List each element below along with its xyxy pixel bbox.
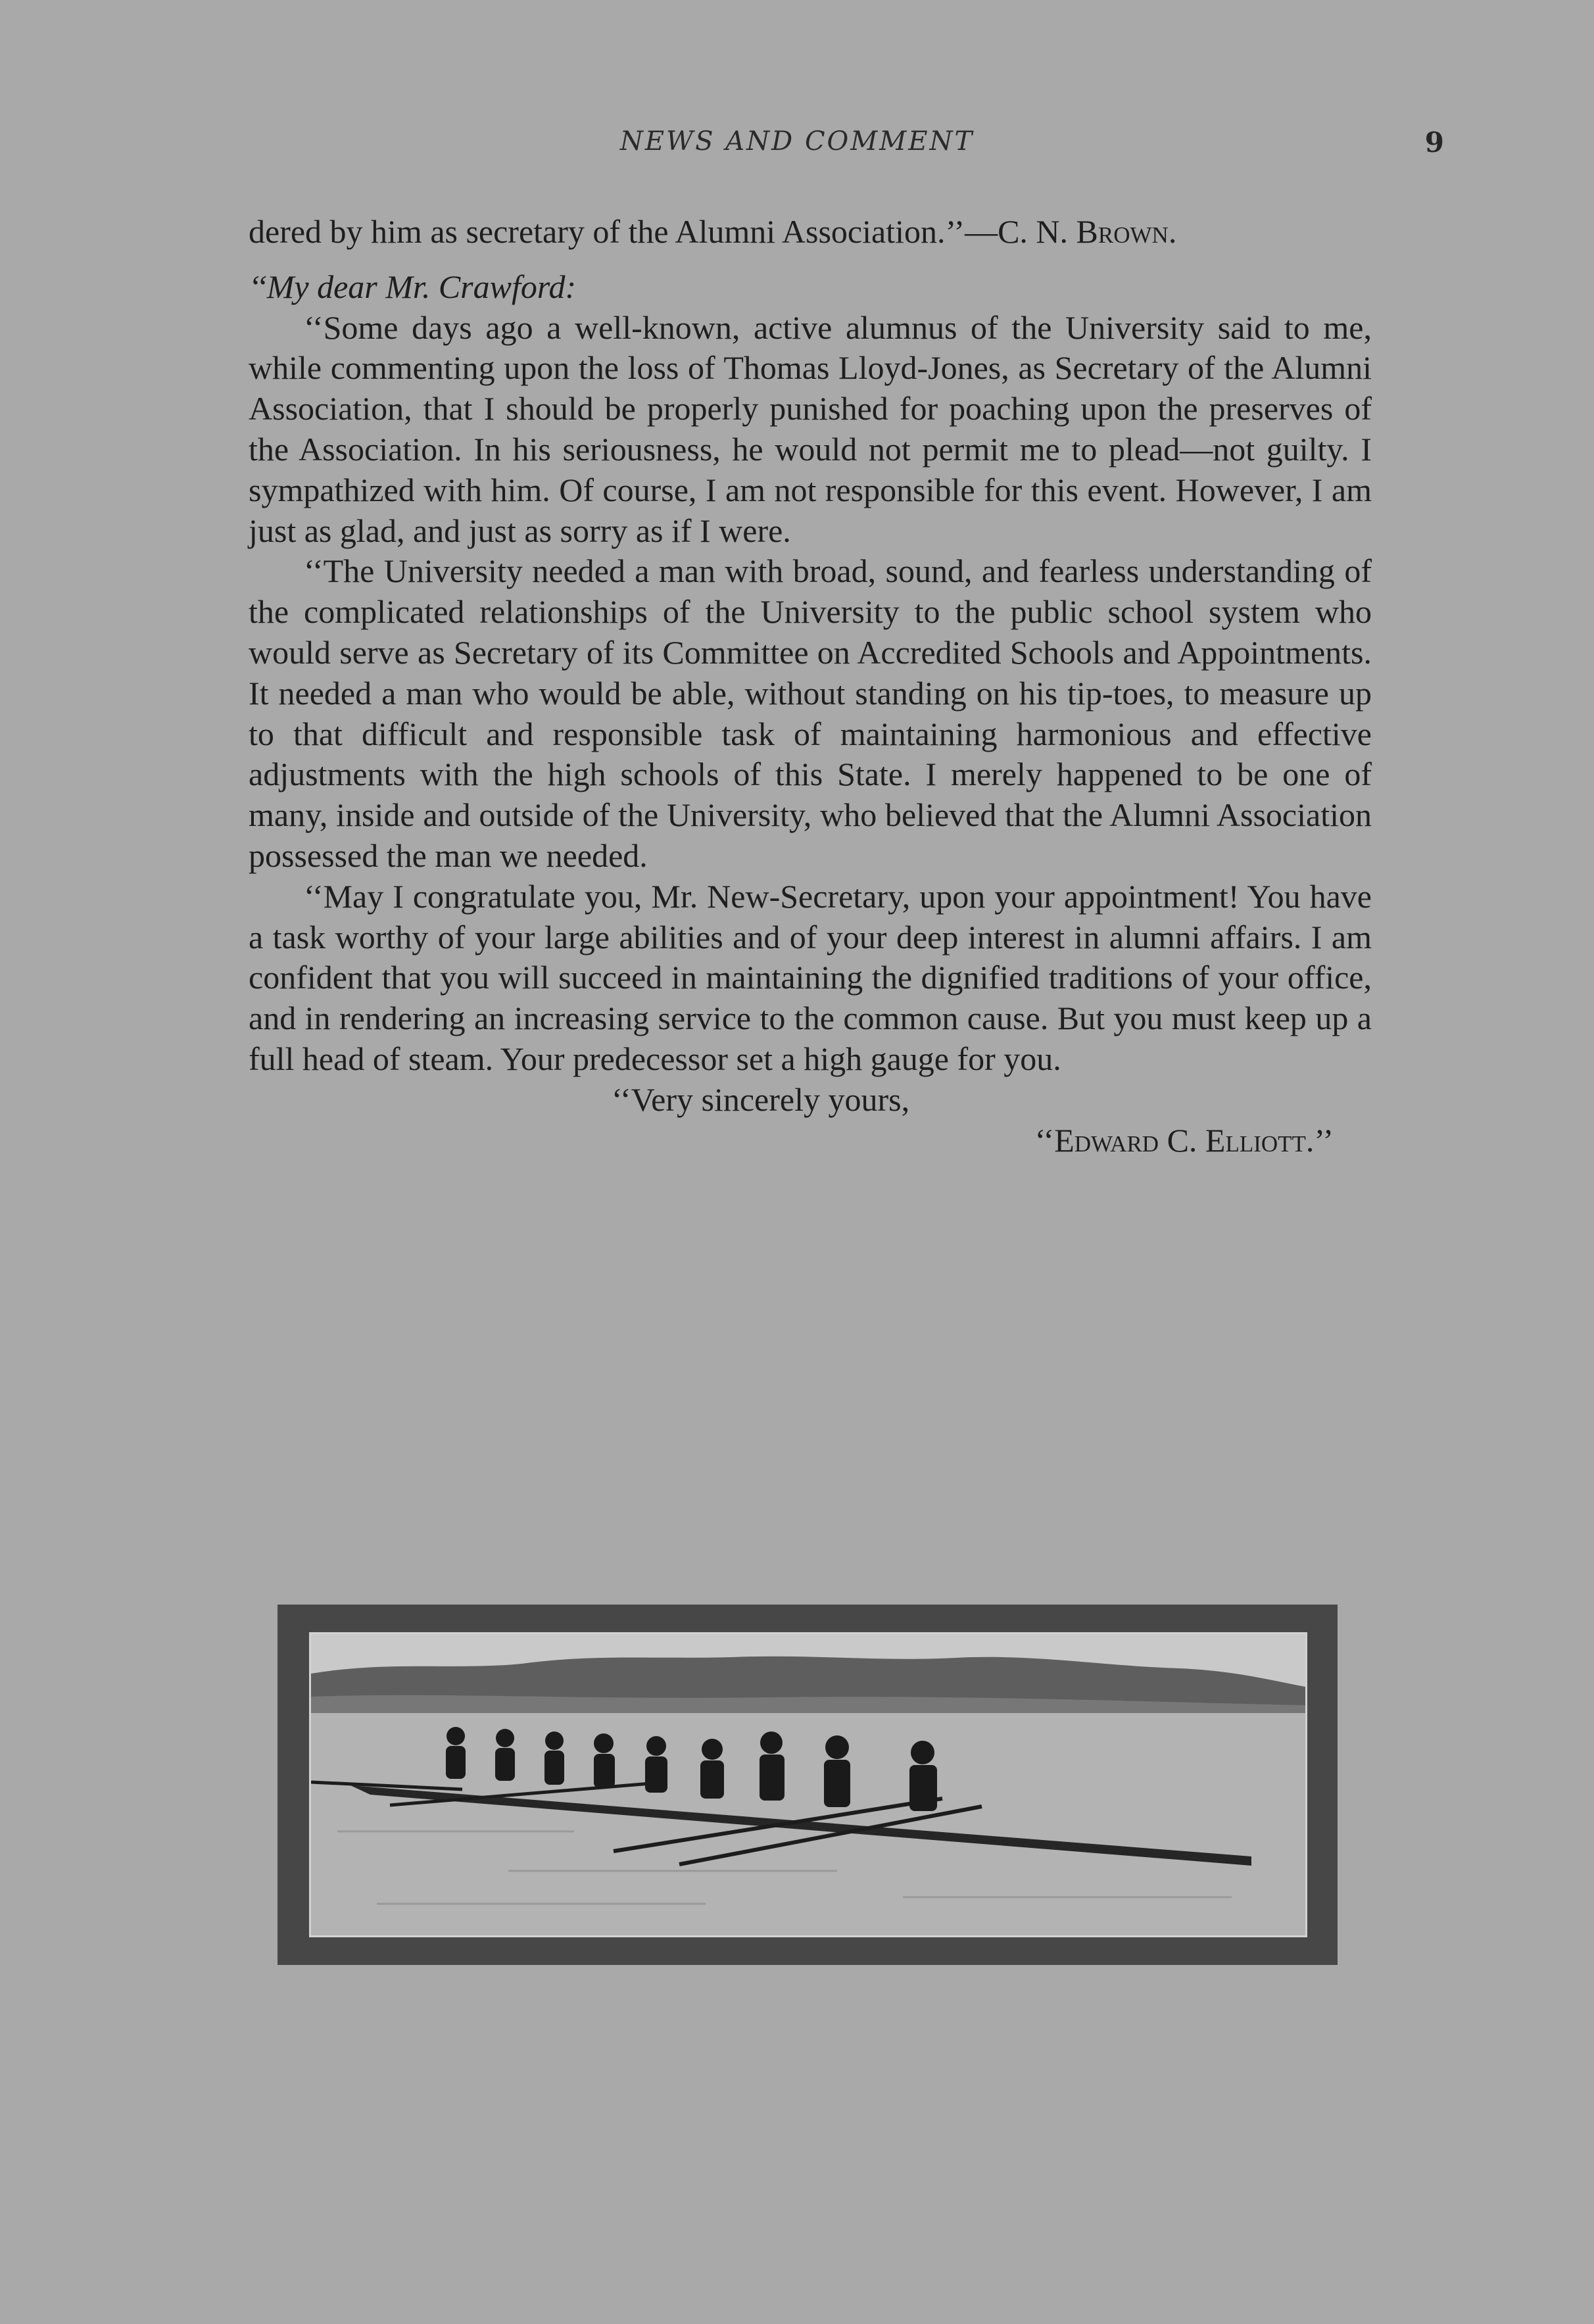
paragraph-continuation-end: . <box>1168 213 1177 250</box>
paragraph-continuation-text: dered by him as secretary of the Alumni Association.’’—C. N. <box>249 213 1076 250</box>
letter-signature: ‘‘Edward C. Elliott.’’ <box>1034 1121 1334 1159</box>
letter-salutation: ‘‘My dear Mr. Crawford: <box>249 268 577 305</box>
rowing-crew-illustration <box>311 1634 1305 1935</box>
rowing-crew-photo <box>309 1632 1307 1937</box>
author-name: Brown <box>1076 213 1169 250</box>
rowing-photo-frame <box>278 1605 1338 1965</box>
page-number: 9 <box>1424 126 1444 158</box>
page-header <box>0 126 1594 166</box>
paragraph-continuation <box>249 212 1372 253</box>
letter-paragraph-2: ‘‘The University needed a man with broad, sound, and fearless understanding of the complicated relationships of the University to the public school system who would serve as Secretary of its Committee on Accredited Schools and Appointments. It needed a man who would be able, without standing on his tip-toes, to measure up to that difficult and responsible task of maintaining harmonious and effective adjustments with the high schools of this State. I merely happened to be one of many, inside and outside of the University, who believed that the Alumni Association possessed the man we needed. <box>249 552 1372 874</box>
article-body <box>249 212 1372 1161</box>
letter-paragraph-1: ‘‘Some days ago a well-known, active alumnus of the University said to me, while commenting upon the loss of Thomas Lloyd-Jones, as Secretary of the Alumni Association, that I should be properly punished for poaching upon the preserves of the Association. In his seriousness, he would not permit me to plead—not guilty. I sympathized with him. Of course, I am not responsible for this event. However, I am just as glad, and just as sorry as if I were. <box>249 308 1372 549</box>
letter-paragraph-3: ‘‘May I congratulate you, Mr. New-Secretary, upon your appointment! You have a task worthy of your large abilities and of your deep interest in alumni affairs. I am confident that you will succeed in maintaining the dignified traditions of your office, and in rendering an increasing service to the common cause. But you must keep up a full head of steam. Your predecessor set a high gauge for you. <box>249 877 1372 1077</box>
running-title: NEWS AND COMMENT <box>619 126 975 157</box>
letter-closing: ‘‘Very sincerely yours, <box>612 1080 910 1118</box>
